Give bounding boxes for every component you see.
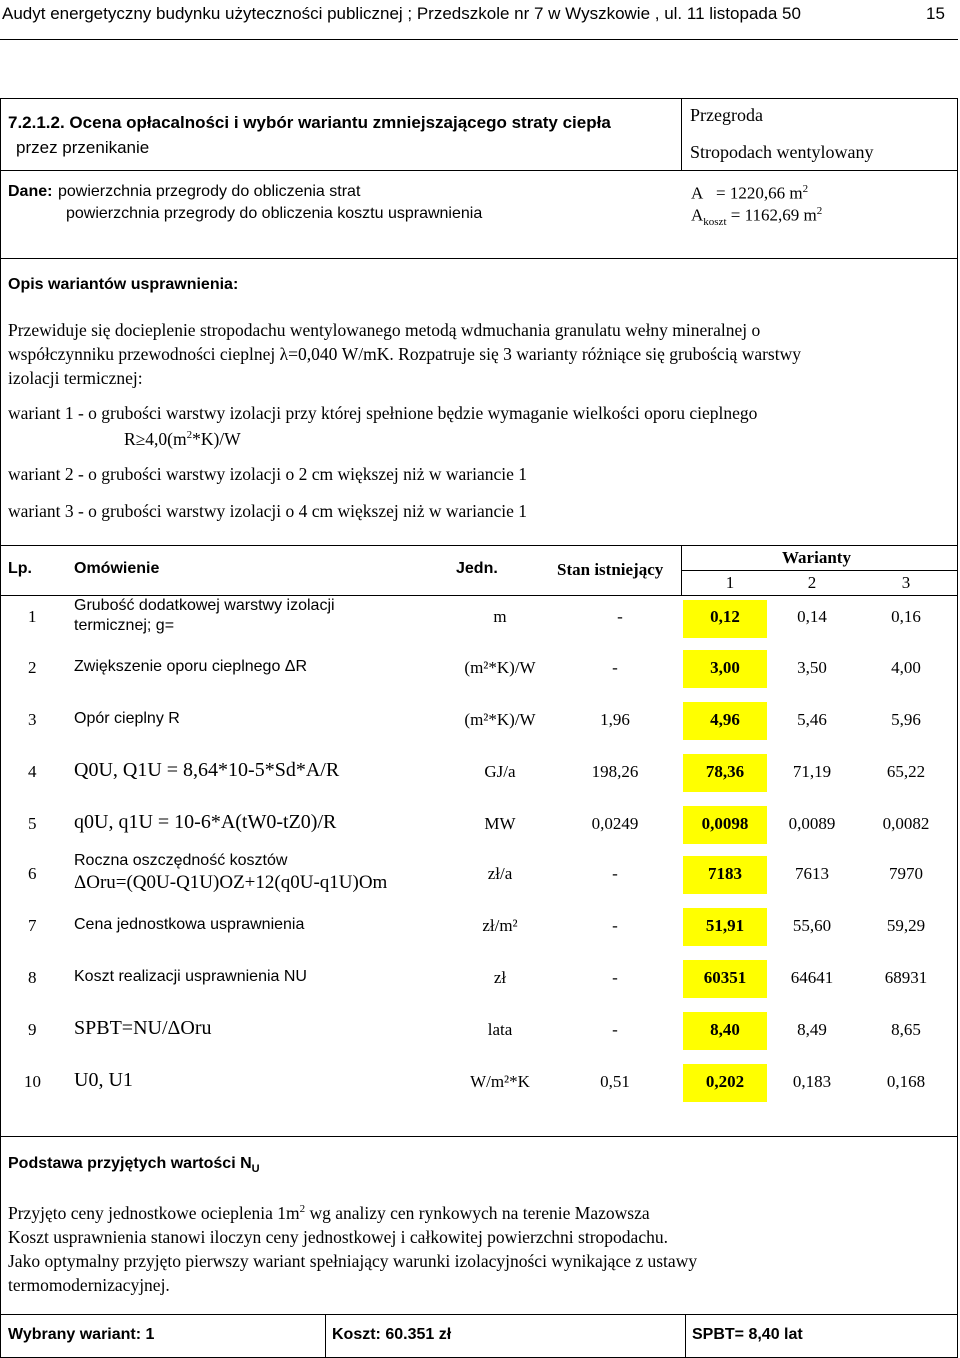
row6-desc xyxy=(74,850,387,894)
row4-v2: 71,19 xyxy=(792,762,832,781)
th-desc: Omówienie xyxy=(74,560,160,577)
row4-current: 198,26 xyxy=(591,762,639,781)
frame-top xyxy=(0,98,958,99)
row3-v1: 4,96 xyxy=(710,710,740,729)
row2-unit: (m²*K)/W xyxy=(464,658,536,677)
row7-desc: Cena jednostkowa usprawnienia xyxy=(74,916,305,933)
footer-chosen: Wybrany wariant: 1 xyxy=(8,1326,155,1343)
akoszt-subscript: koszt xyxy=(703,216,727,229)
th-divider xyxy=(681,545,682,595)
basis-heading-sub: U xyxy=(251,1163,260,1176)
basis-line4: termomodernizacyjnej. xyxy=(8,1274,170,1295)
header-rule xyxy=(0,39,958,40)
row1-desc-line2: termicznej; g= xyxy=(74,617,175,634)
row1-v1: 0,12 xyxy=(710,607,740,626)
row9-v1: 8,40 xyxy=(710,1020,740,1039)
section-title-line2: przez przenikanie xyxy=(16,138,150,157)
row8-v1: 60351 xyxy=(703,968,747,987)
row6-v2: 7613 xyxy=(795,864,829,883)
row1-unit: m xyxy=(493,607,507,626)
th-lp: Lp. xyxy=(8,560,32,577)
row6-desc-line1: Roczna oszczędność kosztów xyxy=(74,852,288,869)
row4-v3: 65,22 xyxy=(886,762,926,781)
row5-v2: 0,0089 xyxy=(788,814,836,833)
row2-v2: 3,50 xyxy=(797,658,827,677)
th-variants: Warianty xyxy=(782,548,851,567)
th-v2: 2 xyxy=(807,573,817,592)
description-bottom-rule xyxy=(0,545,958,546)
basis-heading xyxy=(8,1155,260,1175)
variant-3-text: wariant 3 - o grubości warstwy izolacji o 4 cm większej niż w wariancie 1 xyxy=(8,501,527,521)
row10-v1: 0,202 xyxy=(705,1072,745,1091)
footer-divider-2 xyxy=(685,1314,686,1358)
area-akoszt: $A_{koszt} = 1162,69$ $m^2$ xyxy=(691,205,823,229)
row9-v2: 8,49 xyxy=(797,1020,827,1039)
row6-lp: 6 xyxy=(28,864,37,883)
description-p1: Przewiduje się docieplenie stropodachu wentylowanego metodą wdmuchania granulatu wełny mineralnej o xyxy=(8,320,761,340)
row7-v2: 55,60 xyxy=(792,916,832,935)
basis-line3: Jako optymalny przyjęto pierwszy wariant spełniający warunki izolacyjności wynikające z ustawy xyxy=(8,1250,698,1271)
partition-label: Przegroda xyxy=(690,105,763,125)
row3-unit: (m²*K)/W xyxy=(464,710,536,729)
given-line2: powierzchnia przegrody do obliczenia kosztu usprawnienia xyxy=(66,205,483,222)
basis-l1b: wg analizy cen rynkowych na terenie Mazowsza xyxy=(305,1202,650,1223)
title-bottom-rule xyxy=(0,170,958,171)
row3-desc: Opór cieplny R xyxy=(74,710,180,727)
row7-current: - xyxy=(612,916,618,935)
given-label: Dane: xyxy=(8,183,53,200)
row6-current: - xyxy=(612,864,618,883)
row7-unit: zł/m² xyxy=(482,916,518,935)
row5-v3: 0,0082 xyxy=(882,814,930,833)
row2-v3: 4,00 xyxy=(891,658,921,677)
basis-text xyxy=(8,1197,953,1297)
row1-v3: 0,16 xyxy=(891,607,921,626)
row1-current: - xyxy=(617,607,623,626)
row9-lp: 9 xyxy=(28,1020,37,1039)
row2-v1: 3,00 xyxy=(710,658,740,677)
row7-lp: 7 xyxy=(28,916,37,935)
frame-right xyxy=(957,98,958,1358)
frame-left xyxy=(0,98,1,1358)
area-a-value: = 1220,66 m xyxy=(716,183,803,203)
row10-current: 0,51 xyxy=(600,1072,630,1091)
row2-desc: Zwiększenie oporu cieplnego ΔR xyxy=(74,658,308,675)
th-unit: Jedn. xyxy=(456,560,498,577)
row8-lp: 8 xyxy=(28,968,37,987)
requirement-pre: R≥4,0(m xyxy=(124,429,187,449)
row4-unit: GJ/a xyxy=(484,762,516,781)
th-current: Stan istniejący xyxy=(557,560,664,579)
variant-1-requirement: $R\ge 4,0(m^2*K)/W$ xyxy=(124,429,241,449)
row5-desc: q0U, q1U = 10-6*A(tW0-tZ0)/R xyxy=(74,811,337,833)
row8-unit: zł xyxy=(493,968,507,987)
th-v1: 1 xyxy=(725,573,735,592)
row1-desc-line1: Grubość dodatkowej warstwy izolacji xyxy=(74,597,335,614)
variant-2-text: wariant 2 - o grubości warstwy izolacji o 2 cm większej niż w wariancie 1 xyxy=(8,464,527,484)
row1-v2: 0,14 xyxy=(797,607,827,626)
row4-desc: Q0U, Q1U = 8,64*10-5*Sd*A/R xyxy=(74,759,340,781)
basis-l1a: Przyjęto ceny jednostkowe ocieplenia 1m xyxy=(8,1202,300,1223)
basis-bottom-rule xyxy=(0,1314,958,1315)
row6-v3: 7970 xyxy=(889,864,923,883)
footer-cost: Koszt: 60.351 zł xyxy=(332,1326,452,1343)
area-akoszt-value: = 1162,69 m xyxy=(730,205,817,225)
row10-unit: W/m²*K xyxy=(470,1072,530,1091)
description-heading: Opis wariantów usprawnienia: xyxy=(8,276,239,293)
row8-v3: 68931 xyxy=(884,968,928,987)
row10-lp: 10 xyxy=(24,1072,41,1091)
requirement-post: K)/W xyxy=(200,429,241,449)
row8-v2: 64641 xyxy=(790,968,834,987)
row9-current: - xyxy=(612,1020,618,1039)
given-bottom-rule xyxy=(0,258,958,259)
row8-current: - xyxy=(612,968,618,987)
basis-heading-text: Podstawa przyjętych wartości N xyxy=(8,1155,252,1172)
row5-current: 0,0249 xyxy=(591,814,639,833)
row6-desc-line2: ΔOru=(Q0U-Q1U)OZ+12(q0U-q1U)Om xyxy=(74,872,388,893)
given-line1: powierzchnia przegrody do obliczenia strat xyxy=(58,183,361,200)
row4-v1: 78,36 xyxy=(705,762,745,781)
partition-divider xyxy=(681,98,682,170)
footer-divider-1 xyxy=(325,1314,326,1358)
row2-current: - xyxy=(612,658,618,677)
row1-desc xyxy=(74,596,335,636)
page-header-title: Audyt energetyczny budynku użyteczności publicznej ; Przedszkole nr 7 w Wyszkowie , ul. 11 listopada 50 xyxy=(2,4,801,23)
row6-v1: 7183 xyxy=(708,864,742,883)
row3-current: 1,96 xyxy=(600,710,630,729)
row3-lp: 3 xyxy=(28,710,37,729)
description-p2: współczynniku przewodności cieplnej λ=0,040 W/mK. Rozpatruje się 3 warianty różniące się grubością warstwy xyxy=(8,344,801,364)
page-number: 15 xyxy=(926,4,945,23)
row3-v2: 5,46 xyxy=(797,710,827,729)
row7-v1: 51,91 xyxy=(705,916,745,935)
row4-lp: 4 xyxy=(28,762,37,781)
row2-lp: 2 xyxy=(28,658,37,677)
description-text xyxy=(8,318,953,390)
row5-unit: MW xyxy=(484,814,516,833)
description-p3: izolacji termicznej: xyxy=(8,368,143,388)
section-title xyxy=(8,110,611,160)
th-v3: 3 xyxy=(901,573,911,592)
row9-unit: lata xyxy=(487,1020,513,1039)
section-title-line1: 7.2.1.2. Ocena opłacalności i wybór wariantu zmniejszającego straty ciepła xyxy=(8,113,611,132)
basis-line1: Przyjęto ceny jednostkowe ocieplenia $1m^2$ wg analizy cen rynkowych na terenie Mazowsza xyxy=(8,1202,650,1223)
row10-v3: 0,168 xyxy=(886,1072,926,1091)
row8-desc: Koszt realizacji usprawnienia NU xyxy=(74,968,307,985)
row10-v2: 0,183 xyxy=(792,1072,832,1091)
row6-unit: zł/a xyxy=(487,864,513,883)
variant-1-text: wariant 1 - o grubości warstwy izolacji przy której spełnione będzie wymaganie wielkości oporu cieplnego xyxy=(8,403,758,423)
row5-v1: 0,0098 xyxy=(701,814,749,833)
table-bottom-rule xyxy=(0,1136,958,1137)
area-a: A = 1220,66 $m^2$ xyxy=(691,183,809,203)
row9-v3: 8,65 xyxy=(891,1020,921,1039)
row3-v3: 5,96 xyxy=(891,710,921,729)
row10-desc: U0, U1 xyxy=(74,1069,133,1091)
row9-desc: SPBT=NU/ΔOru xyxy=(74,1017,212,1039)
row7-v3: 59,29 xyxy=(886,916,926,935)
partition-value: Stropodach wentylowany xyxy=(690,142,874,162)
row1-lp: 1 xyxy=(28,607,37,626)
row5-lp: 5 xyxy=(28,814,37,833)
th-variants-rule xyxy=(681,570,957,571)
basis-line2: Koszt usprawnienia stanowi iloczyn ceny jednostkowej i całkowitej powierzchni stropodachu. xyxy=(8,1226,668,1247)
footer-spbt: SPBT= 8,40 lat xyxy=(692,1326,803,1343)
